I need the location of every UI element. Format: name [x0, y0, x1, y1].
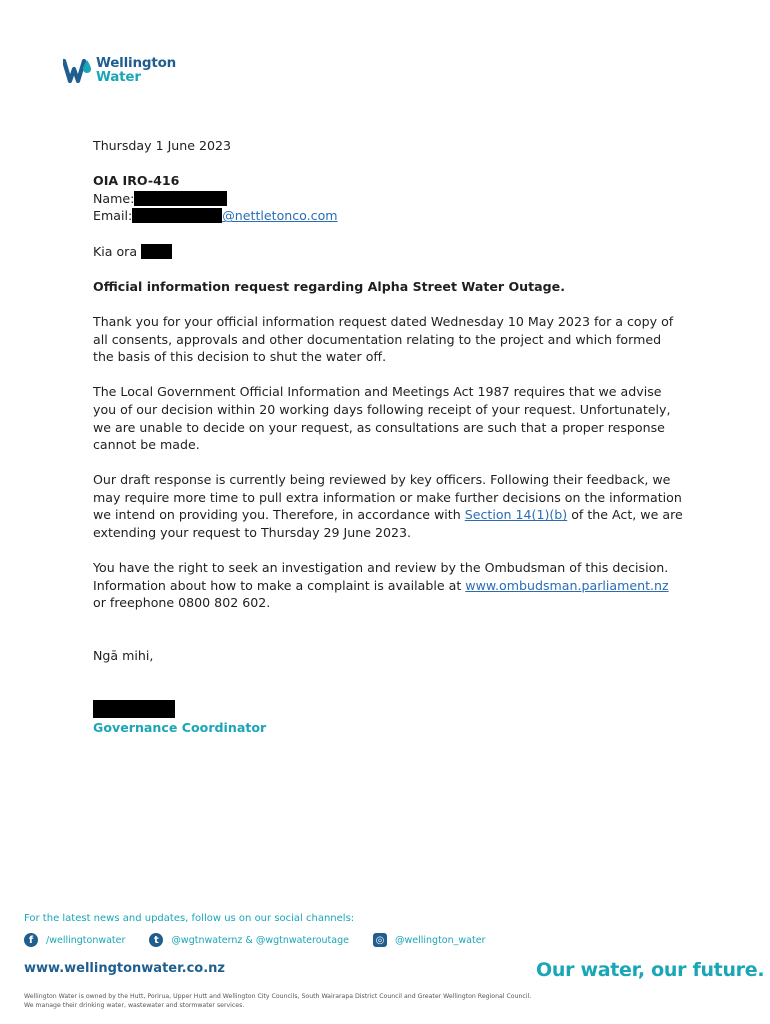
website-link[interactable]: www.wellingtonwater.co.nz: [24, 961, 225, 976]
recipient-name-line: [93, 190, 683, 208]
social-links: [24, 933, 509, 947]
social-facebook[interactable]: [24, 933, 125, 947]
slogan: Our water, our future.: [536, 959, 765, 981]
email-domain-link[interactable]: @nettletonco.com: [222, 208, 338, 224]
wellington-water-logo: [63, 56, 176, 84]
social-twitter[interactable]: [149, 933, 349, 947]
section-14-link[interactable]: Section 14(1)(b): [464, 507, 568, 523]
greeting: Kia ora: [93, 243, 138, 259]
paragraph-ombudsman-text-2: or freephone 0800 802 602.: [93, 595, 271, 611]
logo-wordmark: [96, 56, 176, 84]
signature-line: [93, 700, 683, 719]
letter-date: Thursday 1 June 2023: [93, 138, 232, 153]
paragraph-extension-text-2: of the Act, we are extending your request to Thursday 29 June 2023.: [93, 507, 683, 541]
instagram-handle: @wellington_water: [394, 934, 486, 946]
name-label: Name:: [93, 190, 135, 206]
email-label: Email:: [93, 208, 133, 224]
redacted-email-user: [132, 208, 222, 223]
greeting-line: [93, 243, 683, 261]
recipient-email-line: [93, 207, 683, 225]
twitter-handles: @wgtnwaternz & @wgtnwateroutage: [171, 934, 349, 946]
paragraph-ombudsman: [93, 559, 683, 612]
paragraph-act: The Local Government Official Information and Meetings Act 1987 requires that we advise you of our decision within 20 working days following receipt of your request. Unfortunately, we are unable to decide on your request, as consultations are such that a proper response cannot be made.: [93, 384, 671, 453]
facebook-icon: f: [24, 933, 38, 947]
social-heading: For the latest news and updates, follow us on our social channels:: [24, 913, 355, 924]
paragraph-ombudsman-text-1: You have the right to seek an investigation and review by the Ombudsman of this decision. Information about how to make a complaint is available at: [93, 560, 669, 593]
letter-body: [93, 137, 683, 737]
twitter-icon: t: [149, 933, 163, 947]
wellington-water-logo-mark-icon: [63, 57, 93, 83]
fine-print-services: We manage their drinking water, wastewater and stormwater services.: [24, 1002, 245, 1009]
signoff: Ngā mihi,: [93, 648, 154, 664]
fine-print-ownership: Wellington Water is owned by the Hutt, Porirua, Upper Hutt and Wellington City Councils, South Wairarapa District Council and Greater Wellington Regional Council.: [24, 993, 532, 1000]
signatory-title: Governance Coordinator: [93, 720, 267, 735]
social-instagram[interactable]: [373, 933, 485, 947]
logo-word-wellington: Wellington: [96, 55, 177, 71]
footer-fine-print: [24, 992, 584, 1010]
paragraph-request: Thank you for your official information request dated Wednesday 10 May 2023 for a copy of all consents, approvals and other documentation relating to the project and which formed the basis of this decision to shut the water off.: [93, 313, 674, 365]
instagram-icon: ◎: [373, 933, 387, 947]
paragraph-extension: [93, 471, 683, 541]
redacted-name: [134, 191, 227, 206]
letter-subject: Official information request regarding Alpha Street Water Outage.: [93, 278, 566, 294]
oia-reference: OIA IRO-416: [93, 173, 180, 189]
redacted-greeting-name: [141, 244, 172, 259]
paragraph-extension-text-1: Our draft response is currently being reviewed by key officers. Following their feedback, we may require more time to pull extra information or make further decisions on the information we intend on providing you. Therefore, in accordance with: [93, 472, 682, 523]
logo-word-water: Water: [96, 69, 141, 85]
facebook-handle: /wellingtonwater: [46, 934, 126, 946]
redacted-signatory: [93, 700, 175, 718]
ombudsman-link[interactable]: www.ombudsman.parliament.nz: [465, 577, 669, 593]
